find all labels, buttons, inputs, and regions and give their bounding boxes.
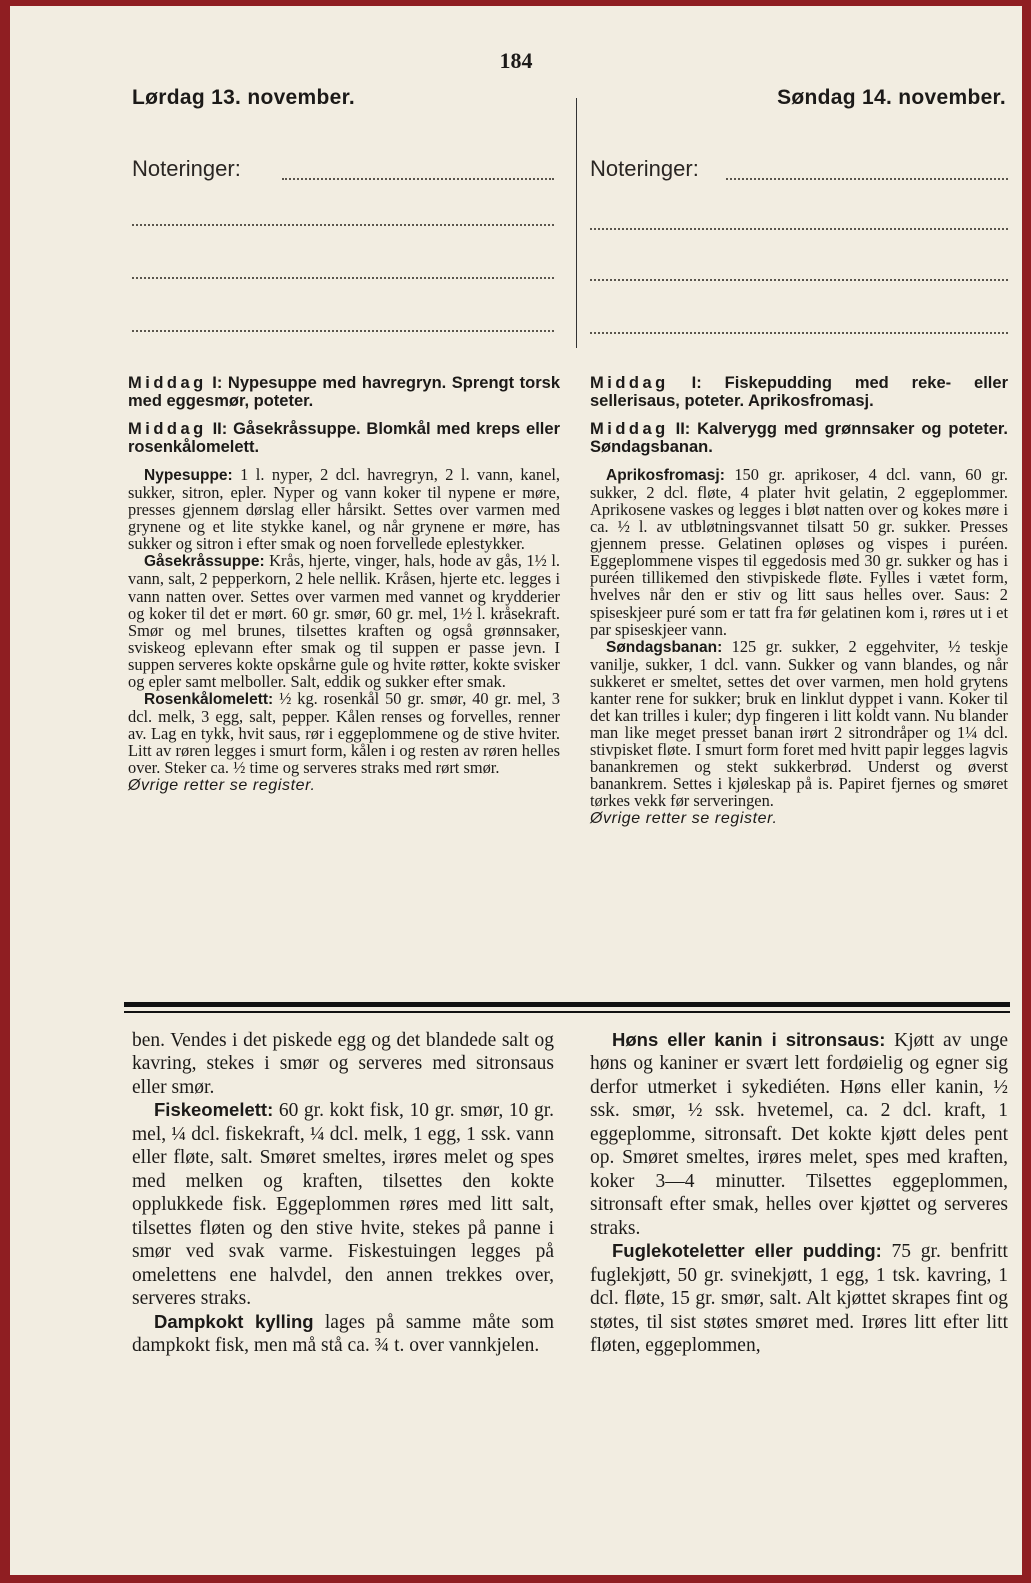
recipe-paragraph <box>128 466 560 552</box>
menu-label: Middag <box>590 374 669 392</box>
column-divider <box>576 98 577 348</box>
other-dishes-note: Øvrige retter se register. <box>128 777 316 795</box>
recipe-text: lages på samme måte som dampkokt fisk, men må stå ca. ¾ t. over vannkjelen. <box>132 1311 555 1357</box>
recipe-title: Aprikosfromasj: <box>606 467 725 484</box>
recipe-paragraph <box>590 638 1008 810</box>
menu-text: I: Nypesuppe med havregryn. Sprengt torsk med eggesmør, poteter. <box>128 374 560 411</box>
notes-label-left: Noteringer: <box>132 156 241 181</box>
text-paragraph <box>590 1240 1008 1357</box>
menu-text: II: Kalverygg med grønnsaker og poteter. Søndagsbanan. <box>590 420 1008 457</box>
notes-line <box>726 178 1008 180</box>
text-paragraph <box>132 1099 554 1310</box>
text-paragraph <box>590 1029 1008 1240</box>
menu-item <box>128 420 560 456</box>
recipes-saturday <box>128 466 560 795</box>
day-heading-sunday: Søndag 14. november. <box>777 86 1006 109</box>
recipe-text: Krås, hjerte, vinger, hals, hode av gås, 1½ l. vann, salt, 2 pepperkorn, 2 hele nellik. Kråsen, hjerte etc. legges i vann natten over. Settes over varmen med vannet og krydderier og koker til det er mørt. 60 gr. smør, 60 gr. mel, 1½ l. kråsekraft. Smør og mel brunes, tilsettes kraften og også grønnsaker, sviskeog eplevann efter smak og til suppen er passe jevn. I suppen serveres kokte opskårne gule og hvite røtter, kokte svisker og epler samt melboller. Salt, eddik og sukker efter smak. <box>128 551 560 691</box>
menu-text: II: Gåsekråssuppe. Blomkål med kreps eller rosenkålomelett. <box>128 420 560 457</box>
section-divider-thick <box>124 1002 1010 1007</box>
recipe-text: 1 l. nyper, 2 dcl. havregryn, 2 l. vann, kanel, sukker, sitron, epler. Nyper og vann koker til nypene er møre, presses gjennem dørslag eller hårsikt. Settes over varmen med grynene og et lite stykke kanel, og når grynene er møre, has sukker og sitron i efter smak og noen forvellede eplestykker. <box>128 465 560 554</box>
notes-line <box>132 330 554 332</box>
recipe-paragraph <box>128 552 560 690</box>
recipe-title: Høns eller kanin i sitronsaus: <box>612 1029 886 1050</box>
recipe-title: Nypesuppe: <box>144 467 233 484</box>
lower-text-left <box>132 1029 554 1358</box>
lower-text-right <box>590 1029 1008 1358</box>
section-divider-thin <box>124 1011 1010 1013</box>
recipe-paragraph <box>590 466 1008 638</box>
notes-line <box>282 178 554 180</box>
menu-label: Middag <box>590 420 669 439</box>
recipe-title: Gåsekråssuppe: <box>144 553 265 571</box>
recipe-title: Søndagsbanan: <box>606 638 723 656</box>
page-number: 184 <box>499 48 533 73</box>
menu-saturday <box>128 374 560 467</box>
notes-line <box>590 279 1008 281</box>
other-dishes-note: Øvrige retter se register. <box>590 810 778 828</box>
day-heading-saturday: Lørdag 13. november. <box>132 86 356 109</box>
menu-item <box>590 420 1008 456</box>
text-paragraph <box>132 1311 554 1358</box>
recipe-title: Fiskeomelett: <box>154 1099 274 1121</box>
notes-line <box>590 228 1008 230</box>
recipe-title: Fuglekoteletter eller pudding: <box>612 1240 882 1262</box>
recipe-text: 125 gr. sukker, 2 eggehviter, ½ teskje vanilje, sukker, 1 dcl. vann. Sukker og vann blandes, og når sukkeret er smeltet, settes det over varmen, men hold grytens kanter rene for sukker; bruk en linklut dyppet i vann. Koker til det kan trilles i kuler; dyp fingeren i litt koldt vann. Nu blander man like meget presset banan irørt 2 sitrondråper og 1¼ dcl. stivpisket fløte. I smurt form foret med hvitt papir legges lagvis banankremen og stekt sukkerbrød. Underst og øverst banankrem. Settes i kjøleskap på is. Papiret fjernes og smøret tørkes vekk før serveringen. <box>590 636 1008 811</box>
menu-sunday <box>590 374 1008 467</box>
recipe-text: 60 gr. kokt fisk, 10 gr. smør, 10 gr. mel, ¼ dcl. fiskekraft, ¼ dcl. melk, 1 egg, 1 ssk. vann eller fløte, salt. Smøret smeltes, irøres melet og spes med melken og kraften, tilsettes den kokte opplukkede fisk. Eggeplommen røres med litt salt, tilsettes fløten og den stive hvite, stekes på panne i smør ved svak varme. Fiskestuingen legges på omelettens ene halvdel, den annen trekkes over, serveres straks. <box>132 1100 554 1310</box>
recipe-title: Dampkokt kylling <box>154 1310 314 1332</box>
menu-label: Middag <box>128 374 207 392</box>
recipes-sunday <box>590 466 1008 828</box>
book-page <box>10 6 1022 1575</box>
recipe-text: 75 gr. benfritt fuglekjøtt, 50 gr. svinekjøtt, 1 egg, 1 tsk. kavring, 1 dcl. fløte, 15 gr. smør, salt. Alt kjøttet skrapes fint og støtes, til sist støtes smøret med. Irøres litt efter litt fløten, eggeplommen, <box>590 1241 1008 1357</box>
menu-item <box>128 374 560 410</box>
menu-label: Middag <box>128 420 207 439</box>
recipe-paragraph <box>128 690 560 776</box>
notes-line <box>132 277 554 279</box>
recipe-title: Rosenkålomelett: <box>144 690 274 708</box>
recipe-text: Kjøtt av unge høns og kaniner er svært lett fordøielig og egner sig derfor utmerket i sykediéten. Høns eller kanin, ½ ssk. smør, ½ ssk. hvetemel, ca. 2 dcl. kraft, 1 eggeplomme, sitronsaft. Det kokte kjøtt deles pent op. Smøret smeltes, irøres melet, spes med kraften, koker 3—4 minutter. Tilsettes eggeplommen, sitronsaft efter smak, helles over kjøttet og serveres straks. <box>590 1030 1008 1239</box>
notes-label-right: Noteringer: <box>590 156 699 181</box>
notes-line <box>132 224 554 226</box>
recipe-text: ben. Vendes i det piskede egg og det blandede salt og kavring, stekes i smør og serveres med sitronsaus eller smør. <box>132 1030 554 1098</box>
notes-line <box>590 332 1008 334</box>
menu-text: I: Fiskepudding med reke- eller sellerisaus, poteter. Aprikosfromasj. <box>590 374 1008 411</box>
recipe-text: 150 gr. aprikoser, 4 dcl. vann, 60 gr. sukker, 2 dcl. fløte, 4 plater hvit gelatin, 2 eggeplommer. Aprikosene vaskes og legges i bløt natten over og kokes møre i ca. ½ l. av utbløtningsvannet tilsatt 50 gr. sukker. Presses gjennem presse. Gelatinen opløses og vispes i puréen. Eggeplommene vispes til eggedosis med 30 gr. sukker og has i puréen tillikemed den stivpiskede fløte. Fylles i vætet form, hvelves når den er stiv og litt saus helles over. Saus: 2 spiseskjeer puré som er tatt fra før gelatinen kom i, røres ut i et par spiseskjeer vann. <box>590 465 1008 639</box>
menu-item <box>590 374 1008 410</box>
text-paragraph <box>132 1029 554 1099</box>
recipe-text: ½ kg. rosenkål 50 gr. smør, 40 gr. mel, 3 dcl. melk, 3 egg, salt, pepper. Kålen renses og forvelles, renner av. Lag en tykk, hvit saus, rør i eggeplommene og de stive hviter. Litt av røren legges i smurt form, kålen i og resten av røren helles over. Steker ca. ½ time og serveres straks med rørt smør. <box>128 688 560 778</box>
